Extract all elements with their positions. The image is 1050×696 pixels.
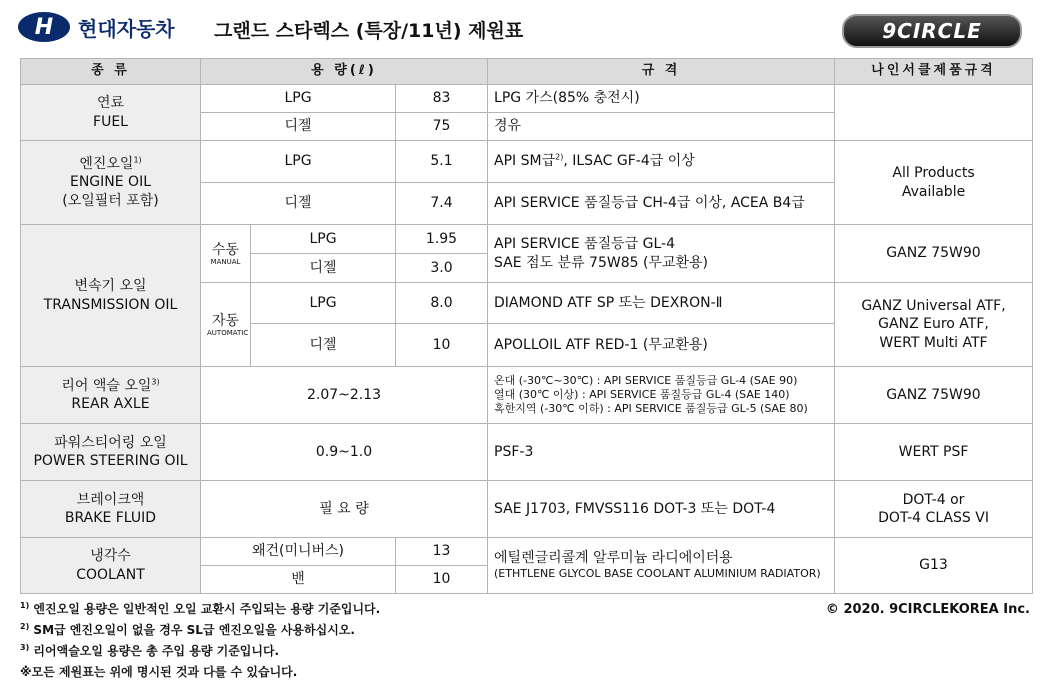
spec-text: , ILSAC GF-4급 이상 — [563, 153, 695, 170]
category-fuel — [21, 85, 201, 141]
capacity-value: 5.1 — [396, 141, 488, 183]
transmission-manual — [201, 225, 251, 283]
category-label: 변속기 오일 — [74, 278, 147, 295]
product-line: GANZ Euro ATF, — [878, 316, 989, 333]
table-row — [21, 481, 1033, 538]
footnote-mark: 3) — [20, 643, 30, 652]
category-label-en: BRAKE FLUID — [64, 510, 157, 526]
footnote-mark: 3) — [151, 377, 160, 387]
category-label — [27, 155, 194, 173]
capacity-value: 8.0 — [396, 283, 488, 324]
footnotes — [20, 600, 380, 684]
product-line: All Products — [892, 165, 975, 182]
spec-line: 혹한지역 (-30℃ 이하) : API SERVICE 품질등급 GL-5 (SAE 80) — [494, 402, 808, 416]
category-transmission — [21, 225, 201, 367]
spec-cell — [488, 225, 835, 283]
fuel-type-cell: LPG — [201, 141, 396, 183]
footnote-text: 엔진오일 용량은 일반적인 오일 교환시 주입되는 용량 기준입니다. — [33, 602, 381, 616]
footnote-1 — [20, 600, 380, 621]
capacity-value: 75 — [396, 113, 488, 141]
col-header-product: 나인서클제품규격 — [835, 59, 1033, 85]
product-cell: GANZ 75W90 — [835, 225, 1033, 283]
category-label: 냉각수 — [90, 548, 131, 565]
spec-cell: API SERVICE 품질등급 CH-4급 이상, ACEA B4급 — [488, 183, 835, 225]
fuel-type-cell: 디젤 — [201, 183, 396, 225]
fuel-type-cell: 디젤 — [201, 113, 396, 141]
spec-cell: PSF-3 — [488, 424, 835, 481]
brand-name: 현대자동차 — [78, 16, 175, 41]
footnote-mark: 2) — [20, 622, 30, 631]
category-label-note: (오일필터 포함) — [62, 192, 159, 209]
category-label — [27, 377, 194, 395]
copyright: © 2020. 9CIRCLEKOREA Inc. — [825, 602, 1030, 617]
product-line: GANZ Universal ATF, — [861, 298, 1006, 315]
transmission-type-en: MANUAL — [210, 258, 241, 267]
spec-cell — [488, 367, 835, 424]
header — [0, 0, 1050, 58]
footnote-2 — [20, 621, 380, 642]
spec-text: API SM급 — [494, 153, 556, 170]
category-label-en: REAR AXLE — [71, 396, 150, 412]
category-label: 파워스티어링 오일 — [54, 434, 167, 451]
capacity-value: 7.4 — [396, 183, 488, 225]
spec-cell: LPG 가스(85% 충전시) — [488, 85, 835, 113]
category-engine-oil — [21, 141, 201, 225]
col-header-spec: 규 격 — [488, 59, 835, 85]
page-title: 그랜드 스타렉스 (특장/11년) 제원표 — [214, 20, 524, 42]
transmission-automatic — [201, 283, 251, 367]
spec-line: 온대 (-30℃~30℃) : API SERVICE 품질등급 GL-4 (SAE 90) — [494, 373, 798, 387]
product-line: WERT Multi ATF — [879, 334, 988, 351]
spec-cell: SAE J1703, FMVSS116 DOT-3 또는 DOT-4 — [488, 481, 835, 538]
capacity-value: 필 요 량 — [201, 481, 488, 538]
product-cell — [835, 481, 1033, 538]
transmission-type-ko: 수동 — [211, 241, 240, 258]
spec-line: (ETHTLENE GLYCOL BASE COOLANT ALUMINIUM RADIATOR) — [494, 567, 821, 581]
category-coolant — [21, 538, 201, 594]
category-label: 연료 — [96, 95, 125, 112]
footnote-3 — [20, 642, 380, 663]
product-line: Available — [901, 183, 966, 200]
capacity-value: 2.07~2.13 — [201, 367, 488, 424]
category-label-en: TRANSMISSION OIL — [43, 296, 178, 313]
product-line: DOT-4 CLASS VI — [878, 510, 989, 526]
product-line: DOT-4 or — [902, 491, 965, 508]
product-cell — [835, 85, 1033, 141]
footnote-mark: 2) — [555, 152, 564, 162]
footnote-text: 리어액슬오일 용량은 총 주입 용량 기준입니다. — [33, 644, 280, 658]
footnote-mark: 1) — [20, 601, 30, 610]
transmission-type-ko: 자동 — [211, 312, 240, 329]
fuel-type-cell: LPG — [251, 283, 396, 324]
spec-cell: APOLLOIL ATF RED-1 (무교환용) — [488, 324, 835, 367]
fuel-type-cell: LPG — [251, 225, 396, 254]
spec-cell: 경유 — [488, 113, 835, 141]
table-row — [21, 367, 1033, 424]
col-header-capacity: 용 량(ℓ) — [201, 59, 488, 85]
category-label-en: COOLANT — [76, 566, 145, 583]
table-row — [21, 141, 1033, 183]
capacity-value: 13 — [396, 538, 488, 566]
category-label-en: ENGINE OIL — [69, 174, 151, 191]
table-row — [21, 85, 1033, 113]
9circle-logo: 9CIRCLE — [842, 14, 1022, 48]
footnote-text: SM급 엔진오일이 없을 경우 SL급 엔진오일을 사용하십시오. — [33, 623, 355, 637]
fuel-type-cell: 디젤 — [251, 324, 396, 367]
spec-cell: DIAMOND ATF SP 또는 DEXRON-Ⅱ — [488, 283, 835, 324]
table-header-row — [21, 59, 1033, 85]
category-power-steering — [21, 424, 201, 481]
category-label-en: FUEL — [93, 113, 128, 130]
capacity-value: 0.9~1.0 — [201, 424, 488, 481]
capacity-value: 3.0 — [396, 254, 488, 283]
spec-line: API SERVICE 품질등급 GL-4 — [494, 236, 675, 253]
footnote-4 — [20, 663, 380, 684]
category-label: 브레이크액 — [76, 491, 145, 508]
table-row — [21, 538, 1033, 566]
category-rear-axle — [21, 367, 201, 424]
hyundai-logo — [18, 12, 175, 42]
product-cell: GANZ 75W90 — [835, 367, 1033, 424]
product-cell — [835, 141, 1033, 225]
capacity-value: 10 — [396, 324, 488, 367]
transmission-type-en: AUTOMATIC — [207, 329, 249, 338]
vehicle-type-cell: 왜건(미니버스) — [201, 538, 396, 566]
spec-table — [20, 58, 1033, 594]
footnote-text: ※모든 제원표는 위에 명시된 것과 다를 수 있습니다. — [20, 665, 298, 679]
capacity-value: 83 — [396, 85, 488, 113]
category-label-ko: 엔진오일 — [79, 156, 134, 173]
spec-cell — [488, 538, 835, 594]
fuel-type-cell: LPG — [201, 85, 396, 113]
product-cell — [835, 283, 1033, 367]
category-brake-fluid — [21, 481, 201, 538]
spec-line: 에틸렌글리콜계 알루미늄 라디에이터용 — [494, 550, 733, 567]
table-row — [21, 424, 1033, 481]
spec-line: SAE 점도 분류 75W85 (무교환용) — [494, 254, 708, 271]
hyundai-logo-mark: H — [18, 12, 70, 42]
category-label-ko: 리어 액슬 오일 — [61, 377, 152, 394]
spec-cell — [488, 141, 835, 183]
fuel-type-cell: 디젤 — [251, 254, 396, 283]
capacity-value: 10 — [396, 566, 488, 594]
spec-line: 열대 (30℃ 이상) : API SERVICE 품질등급 GL-4 (SAE 140) — [494, 387, 790, 401]
footnote-mark: 1) — [133, 155, 142, 165]
product-cell: WERT PSF — [835, 424, 1033, 481]
category-label-en: POWER STEERING OIL — [33, 453, 188, 469]
vehicle-type-cell: 밴 — [201, 566, 396, 594]
capacity-value: 1.95 — [396, 225, 488, 254]
col-header-kind: 종 류 — [21, 59, 201, 85]
product-cell: G13 — [835, 538, 1033, 594]
table-row — [21, 225, 1033, 254]
